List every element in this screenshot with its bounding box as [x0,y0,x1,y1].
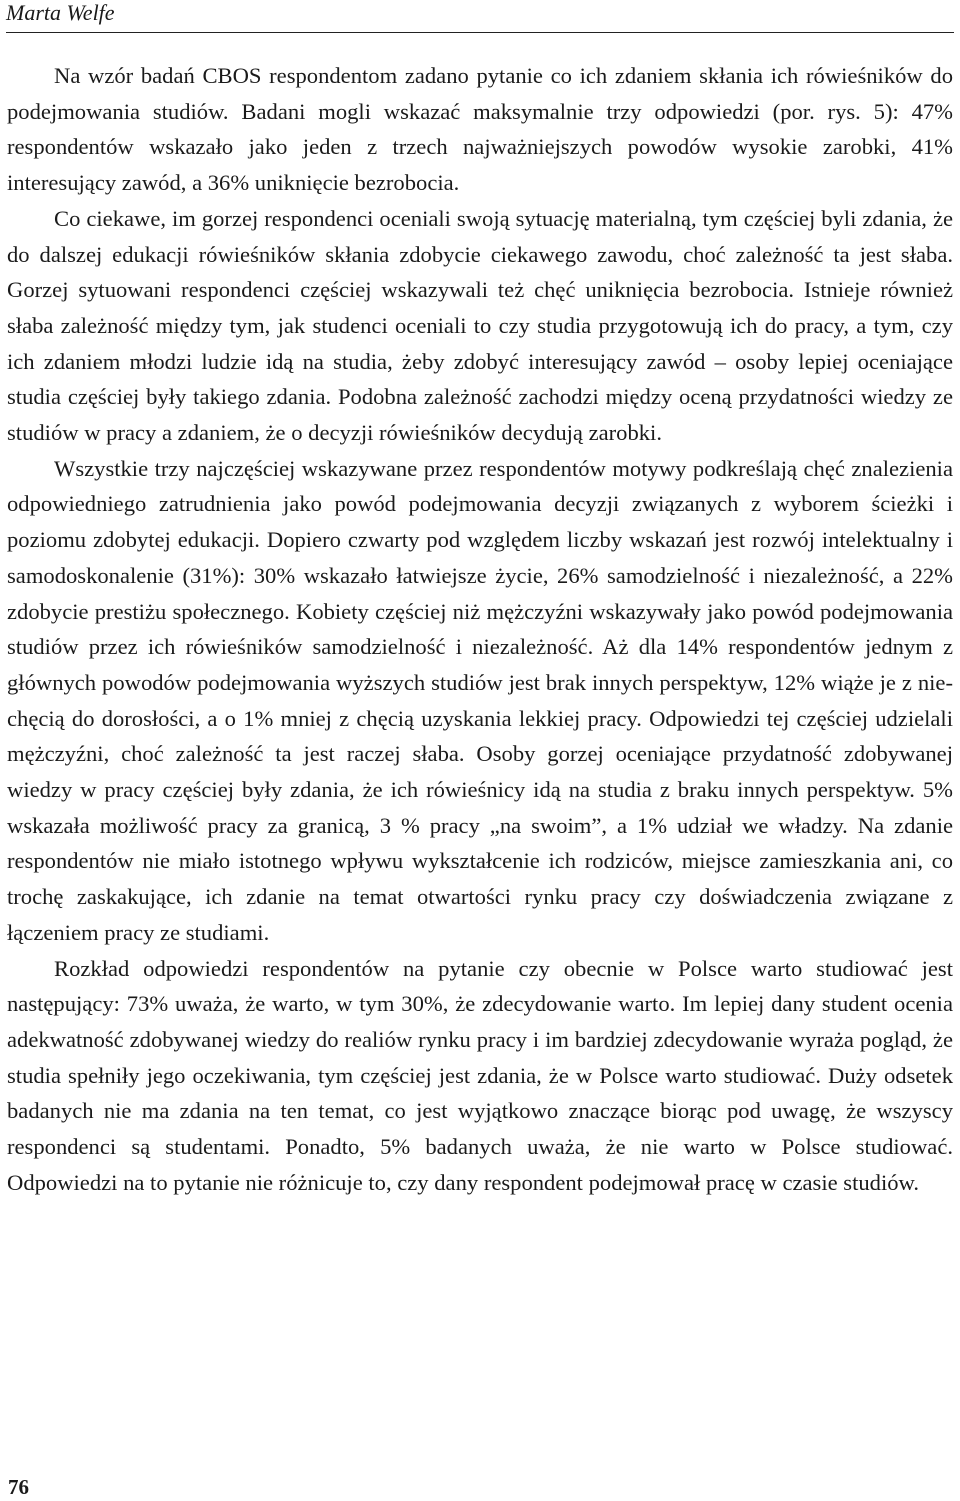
paragraph: Na wzór badań CBOS respondentom zadano pytanie co ich zdaniem skłania ich rówieśników do podejmowania studiów. Badani mogli wskazać maksymalnie trzy odpowiedzi (por. rys. 5): 47% respondentów wskazało jako jeden z trzech najważniejszych powodów wysokie zarobki, 41% interesujący zawód, a 36% uniknięcie bezrobocia. [7,63,953,196]
running-header [6,0,954,33]
running-header-author: Marta Welfe [6,0,115,25]
body-text [7,58,953,1201]
paragraph: Co ciekawe, im gorzej respondenci oceniali swoją sytuację materialną, tym częściej byli zdania, że do dalszej edukacji rówieśników skłania zdobycie ciekawego zawodu, choć zależność ta jest słaba. Gorzej sytuowani respondenci częściej wskazywali też chęć uniknięcia bezrobocia. Istnieje również słaba zależność między tym, jak studenci oceniali to czy studia przygotowują ich do pracy, a tym, czy ich zdaniem młodzi ludzie idą na studia, żeby zdobyć interesujący zawód – osoby lepiej oceniające studia częściej były takiego zdania. Podobna zależność zachodzi między oceną przydatności wiedzy ze studiów w pracy a zdaniem, że o decyzji rówieśników decydują zarobki. [7,205,953,446]
paragraph: Wszystkie trzy najczęściej wskazywane przez respondentów motywy podkreślają chęć znalezienia odpowiedniego zatrudnienia jako powód podejmowania decyzji związanych z wyborem ścieżki i poziomu zdobytej edukacji. Dopiero czwarty pod względem liczby wskazań jest rozwój intelektualny i samodoskonalenie (31%): 30% wskazało łatwiejsze życie, 26% samodzielność i niezależność, a 22% zdobycie prestiżu społecznego. Kobiety częściej niż mężczyźni wskazywały jako powód podejmowania studiów przez ich rówieśników samodzielność i niezależność. Aż dla 14% respondentów jednym z głównych powodów podejmowania wyższych studiów jest brak innych perspektyw, 12% wiąże je z niechęcią do dorosłości, a o 1% mniej z chęcią uzyskania lekkiej pracy. Odpowiedzi tej częściej udzielali mężczyźni, choć zależność ta jest raczej słaba. Osoby gorzej oceniające przydatność zdobywanej wiedzy w pracy częściej były zdania, że ich rówieśnicy idą na studia z braku innych perspektyw. 5% wskazała możliwość pracy za granicą, 3 % pracy „na swoim”, a 1% udział we władzy. Na zdanie respondentów nie miało istotnego wpływu wykształcenie ich rodziców, miejsce zamieszkania ani, co trochę zaskakujące, ich zdanie na temat otwartości rynku pracy czy doświadczenia związane z łączeniem pracy ze studiami. [7,455,953,945]
paragraph: Rozkład odpowiedzi respondentów na pytanie czy obecnie w Polsce warto studiować jest następujący: 73% uważa, że warto, w tym 30%, że zdecydowanie warto. Im lepiej dany student ocenia adekwatność zdobywanej wiedzy do realiów rynku pracy i im bardziej zdecydowanie wyraża pogląd, że studia spełniły jego oczekiwania, tym częściej jest zdania, że w Polsce warto studiować. Duży odsetek badanych nie ma zdania na ten temat, co jest wyjątkowo znaczące biorąc pod uwagę, że wszyscy respondenci są studentami. Ponadto, 5% badanych uważa, że nie warto w Polsce studiować. Odpowiedzi na to pytanie nie różnicuje to, czy dany respondent podejmował pracę w czasie studiów. [7,955,953,1195]
page-number: 76 [8,1475,29,1499]
